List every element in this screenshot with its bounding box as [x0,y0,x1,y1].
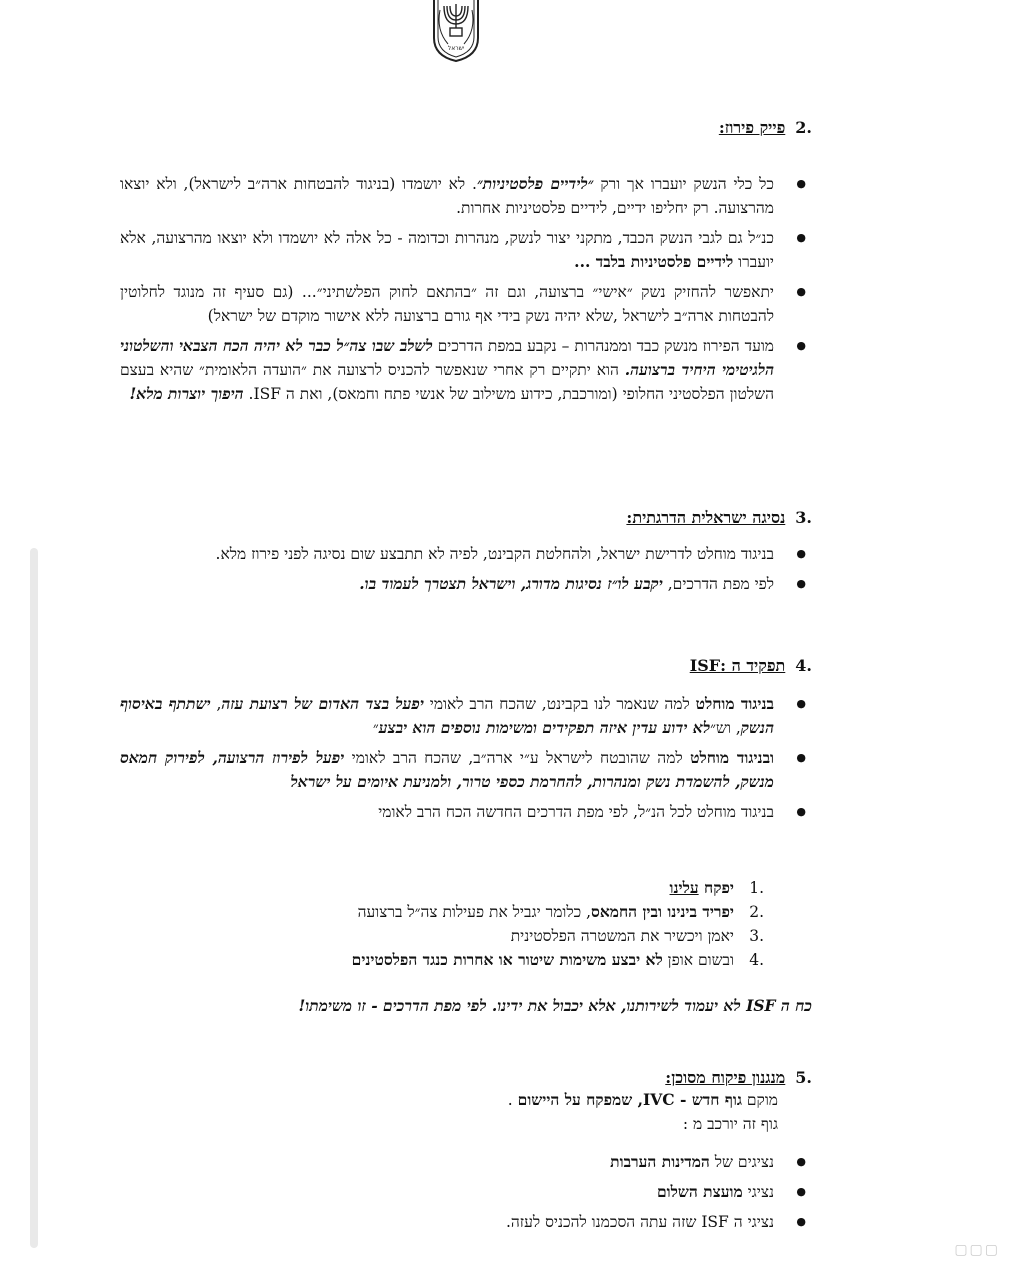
text-emphasis: עלינו [669,878,699,897]
intro-line-1 [120,1088,778,1112]
list-item [120,334,812,406]
text: נציגים של [709,1153,774,1171]
section-5-heading [665,1066,812,1090]
section-5-list [120,1150,812,1240]
intro-line-2: גוף זה יורכב מ : [682,1115,778,1133]
text: למה שהובטח לישראל ע״י ארה״ב, שהכח הרב לאומי [344,749,691,767]
text: , וש״ [710,719,741,737]
item-number: .4 [749,951,764,969]
list-item [120,692,812,740]
text-emphasis: גוף חדש - IVC, שמפקח על היישום [517,1090,742,1109]
text-emphasis: יפקח [698,878,734,897]
text: , כלומר יגביל את פעילות צה״ל ברצועה [357,903,592,921]
section-2-list [120,172,812,412]
section-5-number: .5 [795,1068,812,1087]
text: בניגוד מוחלט לכל הנ״ל, לפי מפת הדרכים החדשה הכח הרב לאומי [378,803,774,821]
list-item [120,1180,812,1204]
section-3-heading [626,506,812,530]
text-emphasis: לידיים פלסטיניות בלבד ... [574,252,734,271]
text-emphasis: המדינות הערבות [610,1152,710,1171]
text: . לא יושמדו (בניגוד להבטחות ארה״ב לישראל), ולא יוצאו מהרצועה. רק יחליפו ידיים, לידיים פלסטיניות אחרות. [120,175,774,217]
section-2-number: .2 [795,118,812,137]
text-emphasis: יקבע לו״ז נסיגות מדורג, וישראל תצטרך לעמוד בו. [359,574,663,593]
text-emphasis: מועצת השלום [656,1182,743,1201]
text: כנ״ל גם לגבי הנשק הכבד, מתקני יצור לנשק, מנהרות וכדומה - כל אלה לא יושמדו ולא יוצאו מהרצועה, אלא יועברו [120,229,774,271]
section-5-intro [120,1088,778,1136]
text: יתאפשר להחזיק נשק ״אישי״ ברצועה, וגם זה ״בהתאם לחוק הפלשתיני״... (גם סעיף זה מנוגד לחלוטין להבטחות ארה״ב לישראל ,שלא יהיה נשק בידי אף גורם ברצועה ללא אישור מוקדם של ישראל) [120,283,774,325]
state-emblem-icon [430,0,482,62]
list-item [352,876,764,900]
text: יאמן ויכשיר את המשטרה הפלסטינית [510,927,734,945]
text-emphasis: ״לידיים פלסטיניות״ [476,174,594,193]
closing-statement: כח ה ISF לא יעמוד לשירותנו, אלא יכבול את ידינו. לפי מפת הדרכים - זו משימתו! [298,996,812,1015]
scrollbar[interactable] [30,548,38,1248]
section-3-list [120,542,812,602]
text: לפי מפת הדרכים, [662,575,774,593]
list-item [120,746,812,794]
list-item [120,1210,812,1234]
list-item [352,924,764,948]
emblem-text: ישראל [447,45,465,52]
section-3-number: .3 [795,508,812,527]
section-4-number: .4 [795,656,812,675]
text: , [210,695,222,713]
section-4-heading [690,654,812,678]
item-number: .2 [749,903,764,921]
section-4-list [120,692,812,830]
text-emphasis: לשלב שבו צה״ל כבר לא יהיה הכח הצבאי והשלטוני הלגיטימי היחיד ברצועה. [120,336,774,379]
text: מוקם [741,1091,778,1109]
list-item [120,800,812,824]
list-item [120,226,812,274]
corner-marks: ▢▢▢ [954,1242,1000,1258]
text: נציגי ה ISF שזה עתה הסכמנו להכניס לעזה. [505,1213,774,1231]
text-emphasis: בניגוד מוחלט [695,694,774,713]
section-5-title: מנגנון פיקוח מסוכן: [665,1068,786,1087]
text: ״ [372,719,379,737]
item-number: .1 [749,879,764,897]
list-item [120,542,812,566]
text: . [507,1091,518,1109]
text-emphasis: יפעל לפירוז הרצועה, לפירוק חמאס מנשק, להשמדת נשק ומנהרות, להחרמת כספי טרור, ולמניעת איומים על ישראל [120,748,774,791]
item-number: .3 [749,927,764,945]
text: כל כלי הנשק יועברו אך ורק [593,175,774,193]
text-emphasis: לא ידוע עדין איזה תפקידים ומשימות נוספים הוא יבצע [378,718,711,737]
text: מועד הפירוז מנשק כבד וממנהרות – נקבע במפת הדרכים [432,337,774,355]
list-item [120,572,812,596]
list-item [120,280,812,328]
section-2-heading [719,116,812,140]
text-emphasis: ובניגוד מוחלט [690,748,774,767]
text-emphasis: יפעל בצד האדום של רצועת עזה [221,694,424,713]
list-item [352,948,764,972]
section-3-title: נסיגה ישראלית הדרגתית: [626,508,786,527]
list-item [352,900,764,924]
text-emphasis: יפריד בינינו ובין החמאס [591,902,734,921]
text-emphasis: היפוך יוצרות מלא! [129,384,244,403]
text: הוא יתקיים רק אחרי שנאפשר להכניס לרצועה את ״הועדה הלאומית״ שהיא בעצם השלטון הפלסטיני החלופי (ומורכבת, כידוע משילוב של אנשי פתח וחמאס), ואת ה ISF. [120,361,774,403]
text: ובשום אופן [662,951,734,969]
text-emphasis: ישתתף באיסוף הנשק [120,694,774,737]
text-emphasis: לא יבצע משימות שיטור או אחרות כנגד הפלסטינים [351,950,663,969]
text: בניגוד מוחלט לדרישת ישראל, ולהחלטת הקבינט, לפיה לא תתבצע שום נסיגה לפני פירוז מלא. [215,545,774,563]
section-4-numbered-list [352,876,764,972]
section-4-closing [120,994,812,1018]
section-2-title: פייק פירוז: [718,118,786,137]
text: נציגי [742,1183,774,1201]
list-item [120,1150,812,1174]
section-4-title: תפקיד ה :ISF [689,656,786,675]
text: למה שנאמר לנו בקבינט, שהכח הרב לאומי [423,695,696,713]
list-item [120,172,812,220]
